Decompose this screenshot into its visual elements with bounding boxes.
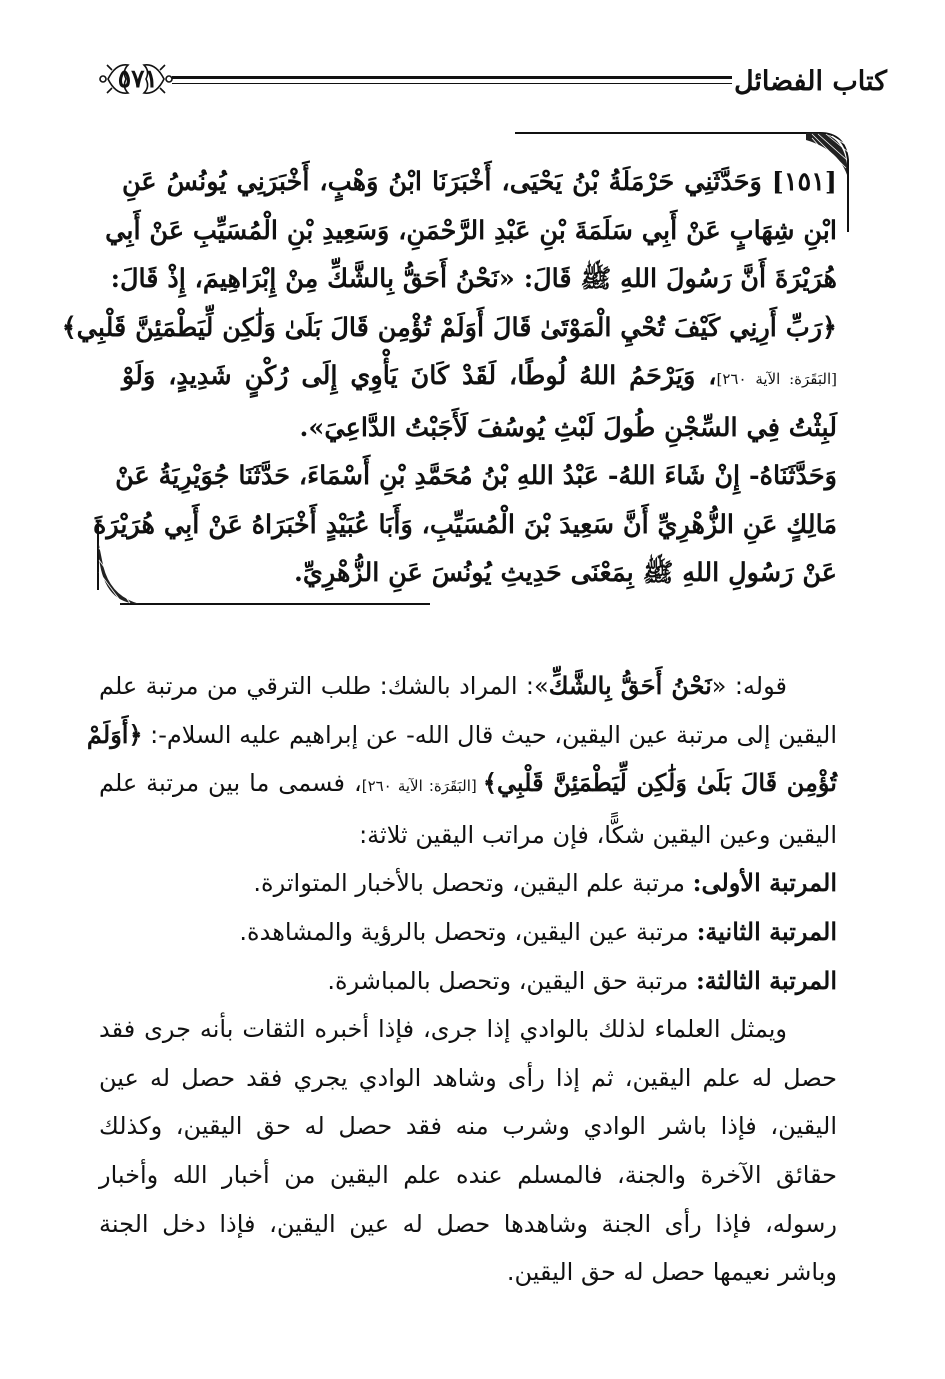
quran-reference: [البَقَرَة: الآية ٢٦٠] xyxy=(361,777,483,796)
commentary-line xyxy=(86,711,837,760)
commentary-line: وباشر نعيمها حصل له حق اليقين. xyxy=(506,1258,837,1287)
hadith-line: مَالِكٍ عَنِ الزُّهْرِيِّ أَنَّ سَعِيدَ بْنَ الْمُسَيِّبِ، وَأَبَا عُبَيْدٍ أَخْبَرَاهُ عَنْ أَبِي هُرَيْرَةَ xyxy=(92,509,837,540)
quoted-phrase: نَحْنُ أَحَقُّ بِالشَّكِّ xyxy=(548,671,712,700)
commentary xyxy=(86,662,837,1297)
hadith-line: وَحَدَّثَنَاهُ- إِنْ شَاءَ اللهُ- عَبْدُ اللهِ بْنُ مُحَمَّدِ بْنِ أَسْمَاءَ، حَدَّثَنَا جُوَيْرِيَةُ عَنْ xyxy=(115,461,837,491)
commentary-line: ويمثل العلماء لذلك بالوادي إذا جرى، فإذا أخبره الثقات بأنه جرى فقد xyxy=(99,1015,787,1044)
hadith-line: لَبِثْتُ فِي السِّجْنِ طُولَ لَبْثِ يُوسُفَ لَأَجَبْتُ الدَّاعِيَ». xyxy=(299,412,837,443)
level-text: مرتبة حق اليقين، وتحصل بالمباشرة. xyxy=(327,966,696,995)
commentary-line: رسوله، فإذا رأى الجنة وشاهدها حصل له عين اليقين، فإذا دخل الجنة xyxy=(99,1209,837,1238)
hadith-line: ابْنِ شِهَابٍ عَنْ أَبِي سَلَمَةَ بْنِ عَبْدِ الرَّحْمَنِ، وَسَعِيدِ بْنِ الْمُسَيِّبِ عَنْ أَبِي xyxy=(105,215,837,246)
page-number: ٥٧١ xyxy=(117,64,158,93)
commentary-line xyxy=(99,662,837,711)
hadith-text xyxy=(61,158,838,598)
quran-verse-line: ﴿رَبِّ أَرِنِي كَيْفَ تُحْيِ الْمَوْتَىٰ قَالَ أَوَلَمْ تُؤْمِن قَالَ بَلَىٰ وَلَٰكِن لِّيَطْمَئِنَّ قَلْبِي﴾ xyxy=(61,312,837,343)
level-label: المرتبة الأولى: xyxy=(692,868,837,898)
level-text: مرتبة عين اليقين، وتحصل بالرؤية والمشاهدة. xyxy=(239,917,697,946)
hadith-line-text: ، وَيَرْحَمُ اللهُ لُوطًا، لَقَدْ كَانَ يَأْوِي إِلَى رُكْنٍ شَدِيدٍ، وَلَوْ xyxy=(122,361,717,391)
commentary-line: حقائق الآخرة والجنة، فالمسلم عنده علم اليقين من أخبار الله وأخبار xyxy=(99,1160,837,1189)
commentary-lead: قوله: « xyxy=(711,672,787,700)
certainty-level-item xyxy=(99,859,837,908)
quran-inline: تُؤْمِن قَالَ بَلَىٰ وَلَٰكِن لِّيَطْمَئِنَّ قَلْبِي﴾ xyxy=(482,768,837,798)
level-label: المرتبة الثالثة: xyxy=(695,965,837,995)
hadith-line xyxy=(122,352,837,404)
commentary-text: اليقين إلى مرتبة عين اليقين، حيث قال الله- عن إبراهيم عليه السلام-: xyxy=(142,720,837,749)
commentary-line: اليقين، فإذا باشر الوادي وشرب منه فقد حصل له حق اليقين، وكذلك xyxy=(99,1112,837,1141)
commentary-line: حصل له علم اليقين، ثم إذا رأى وشاهد الوادي يجري فقد حصل له عين xyxy=(99,1063,837,1092)
hadith-line: [١٥١] وَحَدَّثَنِي حَرْمَلَةُ بْنُ يَحْيَى، أَخْبَرَنَا ابْنُ وَهْبٍ، أَخْبَرَنِي يُونُسُ عَنِ xyxy=(122,167,837,197)
hadith-line: عَنْ رَسُولِ اللهِ ﷺ بِمَعْنَى حَدِيثِ يُونُسَ عَنِ الزُّهْرِيِّ. xyxy=(294,558,837,588)
level-label: المرتبة الثانية: xyxy=(696,916,837,946)
commentary-line xyxy=(99,759,837,811)
hadith-line: هُرَيْرَةَ أَنَّ رَسُولَ اللهِ ﷺ قَالَ: «نَحْنُ أَحَقُّ بِالشَّكِّ مِنْ إِبْرَاهِيمَ، إِذْ قَالَ: xyxy=(110,264,837,294)
commentary-text: »: المراد بالشك: طلب الترقي من مرتبة علم xyxy=(99,672,549,700)
certainty-level-item xyxy=(99,957,837,1006)
running-title: كتاب الفضائل xyxy=(733,66,887,97)
quran-reference: [البَقَرَة: الآية ٢٦٠] xyxy=(716,370,838,388)
certainty-level-item xyxy=(99,908,837,957)
commentary-text: ، فسمى ما بين مرتبة علم xyxy=(99,769,362,798)
commentary-line: اليقين وعين اليقين شكًّا، فإن مراتب اليقين ثلاثة: xyxy=(359,820,837,849)
quran-inline: ﴿أَوَلَمْ xyxy=(86,719,143,749)
level-text: مرتبة علم اليقين، وتحصل بالأخبار المتواترة. xyxy=(253,869,693,898)
